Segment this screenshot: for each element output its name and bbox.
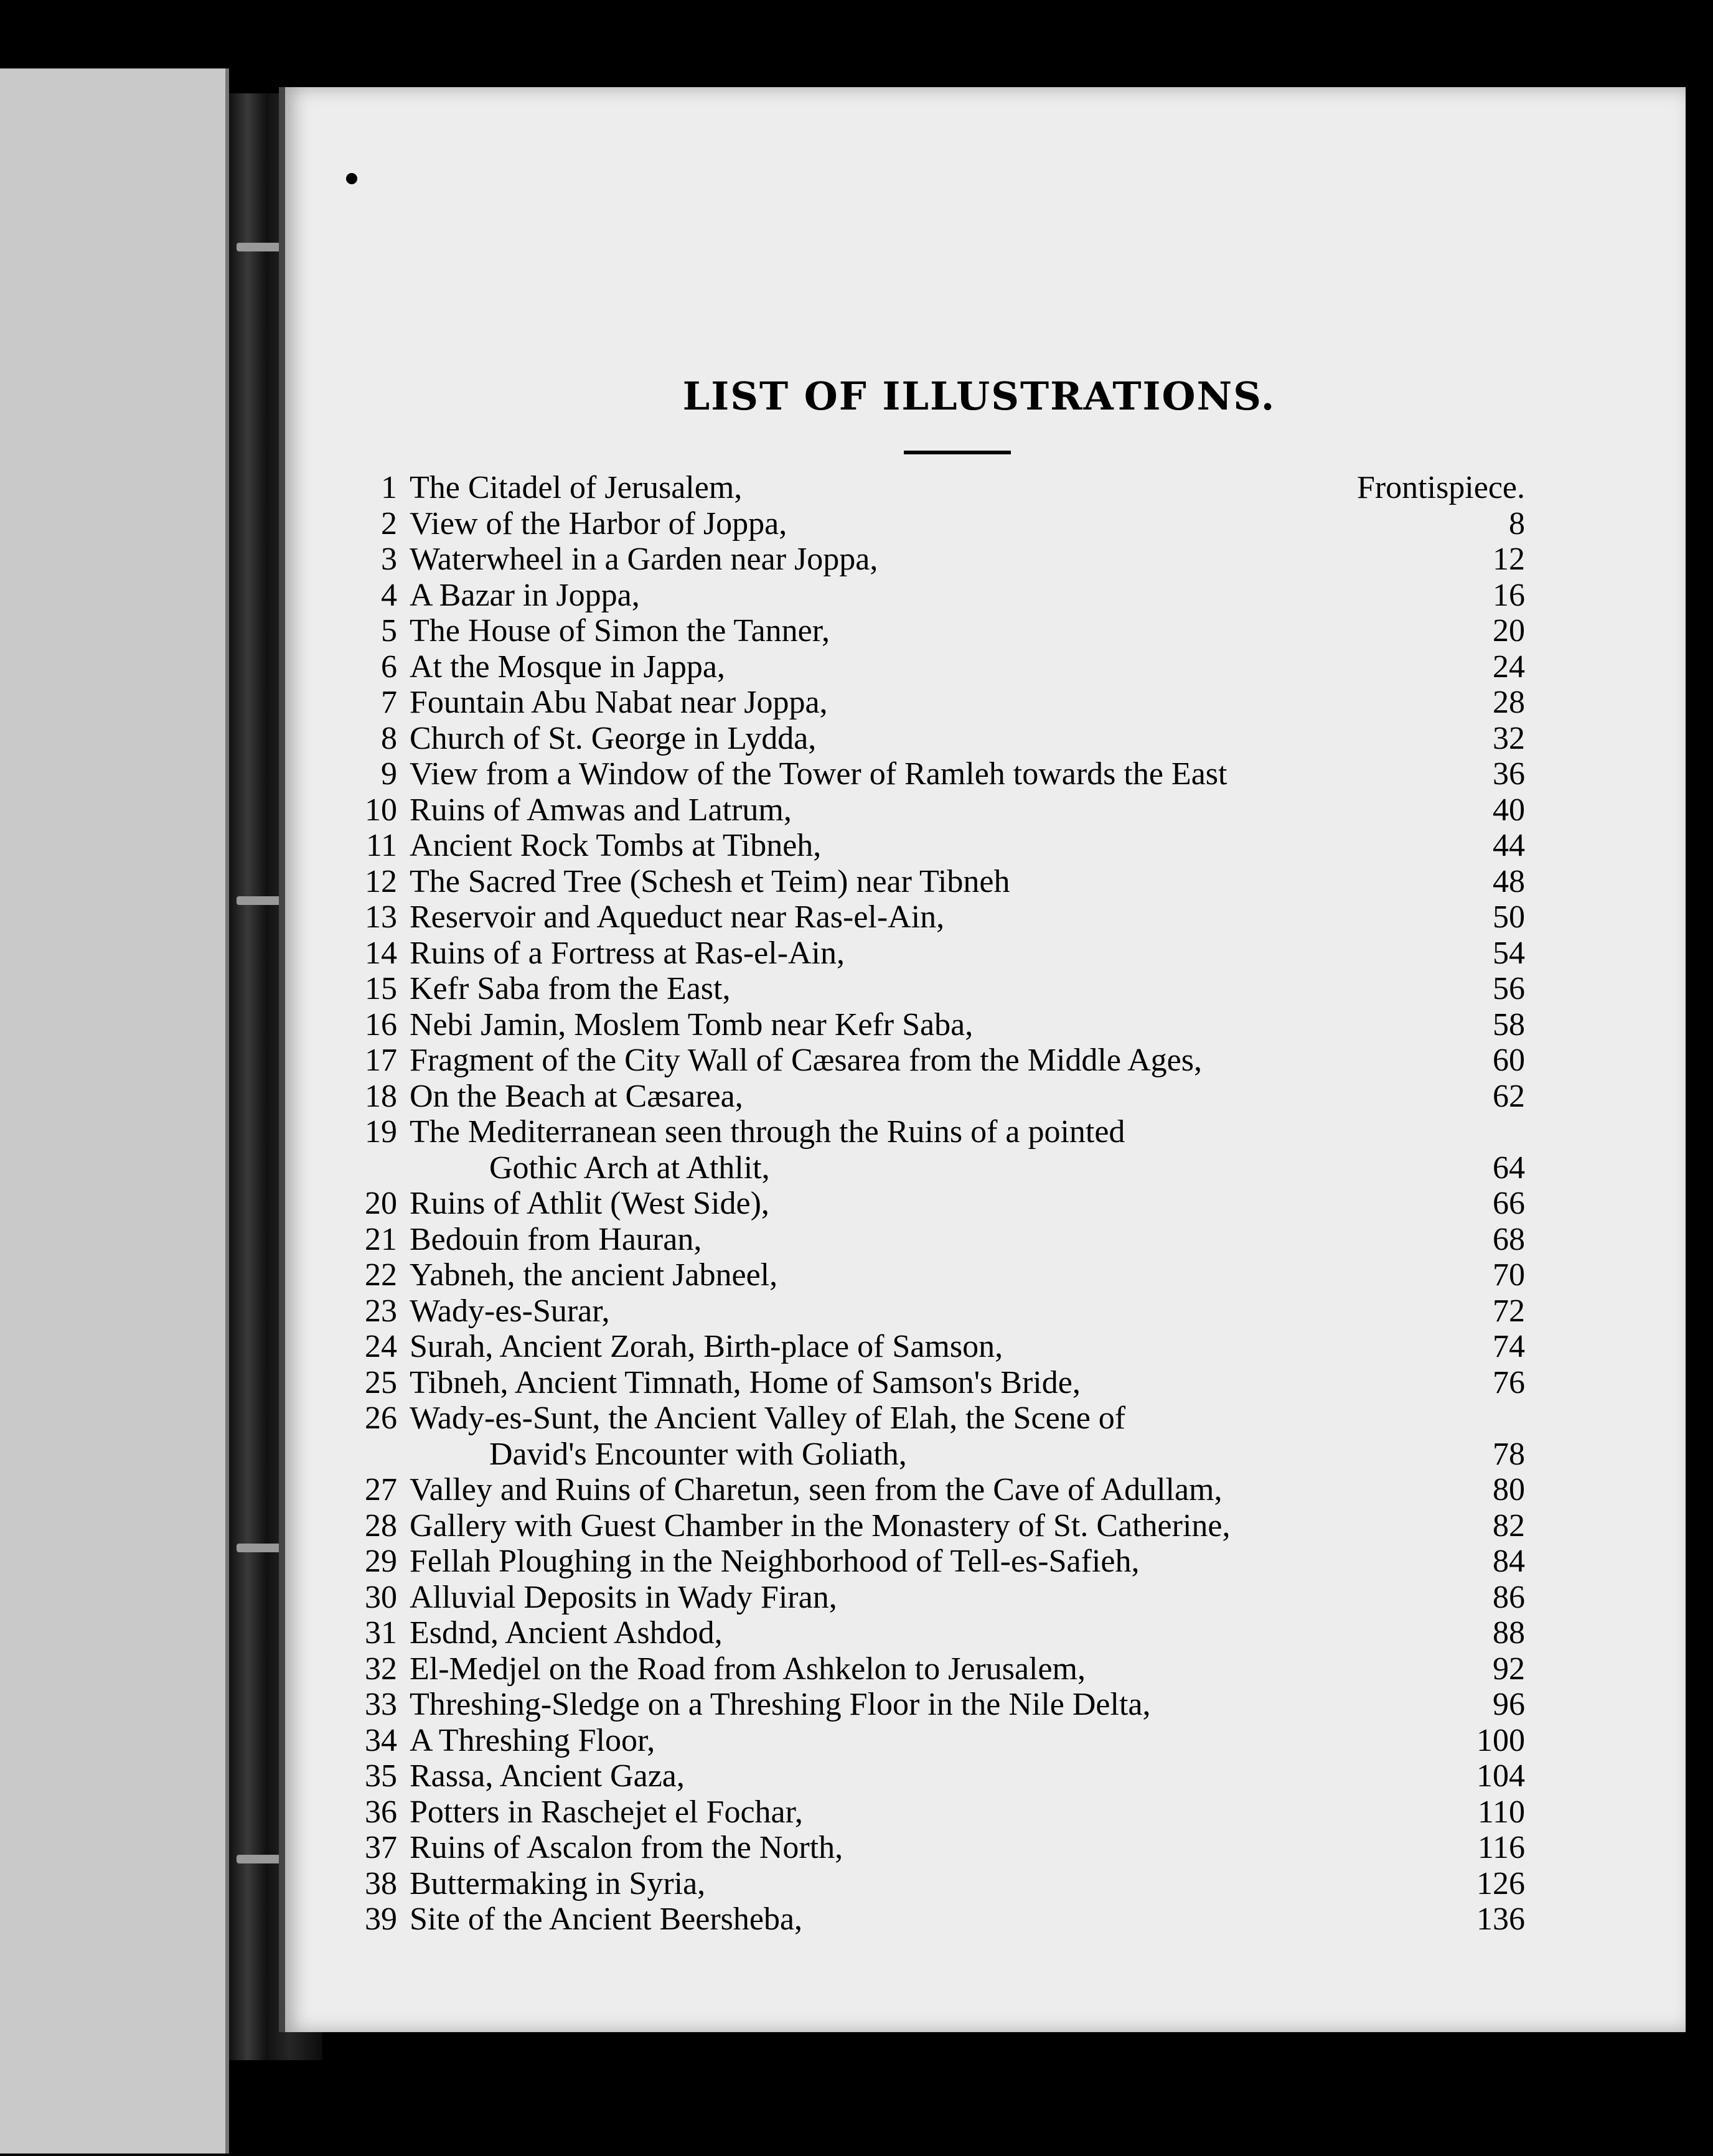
illustration-number: 27 — [365, 1472, 397, 1507]
page-number: 72 — [1493, 1293, 1525, 1329]
caption-line: View of the Harbor of Joppa, — [410, 505, 787, 541]
caption-line: El-Medjel on the Road from Ashkelon to Jerusalem, — [410, 1651, 1086, 1687]
page-number: 20 — [1493, 613, 1525, 649]
caption-line: A Bazar in Joppa, — [410, 577, 640, 613]
illustration-number: 23 — [365, 1293, 397, 1329]
illustration-caption — [410, 1114, 1438, 1186]
illustration-caption — [410, 935, 1438, 972]
illustration-caption — [410, 721, 1438, 757]
caption-line: Kefr Saba from the East, — [410, 971, 731, 1006]
caption-line: Ancient Rock Tombs at Tibneh, — [410, 828, 822, 863]
illustrations-list — [349, 470, 1525, 1938]
list-item — [349, 1257, 1525, 1293]
list-item — [349, 1580, 1525, 1616]
caption-line: Ruins of Athlit (West Side), — [410, 1186, 769, 1221]
caption-line: Fragment of the City Wall of Cæsarea from the Middle Ages, — [410, 1043, 1202, 1078]
page-number: 12 — [1493, 541, 1525, 577]
illustration-caption — [410, 828, 1438, 864]
page-number: 100 — [1476, 1722, 1525, 1758]
list-item — [349, 1615, 1525, 1651]
illustration-caption — [410, 899, 1438, 935]
list-item — [349, 1114, 1525, 1186]
illustration-caption — [410, 685, 1438, 721]
page-number: 28 — [1493, 685, 1525, 720]
illustration-caption — [410, 1365, 1438, 1401]
illustration-number: 10 — [365, 792, 397, 828]
illustration-caption — [410, 541, 1438, 578]
caption-line: Wady-es-Sunt, the Ancient Valley of Elah, the Scene of — [410, 1400, 1126, 1436]
list-item — [349, 541, 1525, 578]
illustration-caption — [410, 1651, 1438, 1687]
caption-line: Valley and Ruins of Charetun, seen from the Cave of Adullam, — [410, 1472, 1223, 1507]
title-rule — [904, 451, 1011, 454]
page-number: 24 — [1493, 649, 1525, 685]
list-item — [349, 1007, 1525, 1043]
page-number: 82 — [1493, 1507, 1525, 1544]
list-item — [349, 1400, 1525, 1472]
page-number: 60 — [1493, 1043, 1525, 1078]
illustration-caption — [410, 1400, 1438, 1472]
caption-line: Ruins of Amwas and Latrum, — [410, 792, 792, 828]
list-item — [349, 1472, 1525, 1508]
caption-line: Esdnd, Ancient Ashdod, — [410, 1615, 723, 1651]
page-number: 54 — [1493, 935, 1525, 971]
illustration-number: 9 — [381, 756, 397, 792]
illustration-number: 2 — [381, 505, 397, 541]
illustration-caption — [410, 756, 1438, 792]
caption-line: On the Beach at Cæsarea, — [410, 1078, 743, 1114]
illustration-caption — [410, 613, 1438, 649]
caption-line: Surah, Ancient Zorah, Birth-place of Samson, — [410, 1329, 1003, 1364]
caption-line: Rassa, Ancient Gaza, — [410, 1758, 685, 1794]
page-number: 56 — [1493, 971, 1525, 1006]
illustration-caption — [410, 1508, 1438, 1544]
caption-line-continued: Gothic Arch at Athlit, — [489, 1150, 770, 1186]
illustration-number: 35 — [365, 1758, 397, 1794]
page-number: 40 — [1493, 792, 1525, 828]
list-item — [349, 1901, 1525, 1938]
illustration-number: 13 — [365, 899, 397, 935]
page-number: 92 — [1493, 1651, 1525, 1687]
page-number: Frontispiece. — [1356, 470, 1525, 505]
list-item — [349, 1687, 1525, 1723]
illustration-caption — [410, 1866, 1438, 1902]
list-item — [349, 756, 1525, 792]
page-number: 84 — [1493, 1544, 1525, 1579]
illustration-caption — [410, 1723, 1438, 1759]
page-number: 110 — [1477, 1794, 1525, 1830]
illustration-caption — [410, 506, 1438, 542]
page-number: 104 — [1476, 1758, 1525, 1794]
illustration-number: 6 — [381, 649, 397, 685]
illustration-number: 4 — [381, 577, 397, 613]
caption-line: Fellah Ploughing in the Neighborhood of Tell-es-Safieh, — [410, 1544, 1140, 1579]
caption-line: Tibneh, Ancient Timnath, Home of Samson's Bride, — [410, 1364, 1081, 1400]
illustration-caption — [410, 470, 1320, 506]
page-number: 126 — [1476, 1865, 1525, 1901]
illustration-number: 7 — [381, 685, 397, 720]
list-item — [349, 828, 1525, 864]
caption-line: The House of Simon the Tanner, — [410, 613, 830, 649]
list-item — [349, 1079, 1525, 1115]
list-item — [349, 935, 1525, 972]
illustration-caption — [410, 1329, 1438, 1365]
page-number: 66 — [1493, 1186, 1525, 1221]
caption-line-continued: David's Encounter with Goliath, — [489, 1436, 907, 1472]
illustration-caption — [410, 1615, 1438, 1651]
illustration-number: 16 — [365, 1006, 397, 1043]
illustration-caption — [410, 1544, 1438, 1580]
illustration-number: 29 — [365, 1544, 397, 1579]
illustration-caption — [410, 1472, 1438, 1508]
page-mark-dot — [346, 173, 357, 184]
illustration-number: 8 — [381, 720, 397, 756]
caption-line: Fountain Abu Nabat near Joppa, — [410, 685, 828, 720]
illustration-number: 36 — [365, 1794, 397, 1830]
illustration-number: 39 — [365, 1901, 397, 1937]
illustration-number: 38 — [365, 1865, 397, 1901]
caption-line: Nebi Jamin, Moslem Tomb near Kefr Saba, — [410, 1006, 974, 1043]
caption-line: Reservoir and Aqueduct near Ras-el-Ain, — [410, 899, 945, 935]
illustration-number: 5 — [381, 613, 397, 649]
illustration-caption — [410, 1293, 1438, 1329]
illustration-number: 15 — [365, 971, 397, 1006]
list-item — [349, 1293, 1525, 1329]
page-number: 80 — [1493, 1472, 1525, 1507]
list-item — [349, 864, 1525, 900]
page-number: 70 — [1493, 1257, 1525, 1293]
illustration-caption — [410, 1830, 1438, 1866]
illustration-number: 32 — [365, 1651, 397, 1687]
illustration-caption — [410, 1794, 1438, 1830]
caption-line: Alluvial Deposits in Wady Firan, — [410, 1579, 837, 1615]
list-item — [349, 1651, 1525, 1687]
caption-line: The Sacred Tree (Schesh et Teim) near Tibneh — [410, 863, 1010, 899]
page-number: 16 — [1493, 577, 1525, 613]
illustration-number: 33 — [365, 1687, 397, 1722]
caption-line: The Citadel of Jerusalem, — [410, 470, 743, 505]
page-title: LIST OF ILLUSTRATIONS. — [682, 373, 1276, 419]
caption-line: Waterwheel in a Garden near Joppa, — [410, 541, 878, 577]
illustration-number: 19 — [365, 1114, 397, 1150]
illustration-caption — [410, 1758, 1438, 1794]
caption-line: Gallery with Guest Chamber in the Monastery of St. Catherine, — [410, 1507, 1231, 1544]
list-item — [349, 470, 1525, 506]
list-item — [349, 1830, 1525, 1866]
page-number: 96 — [1493, 1687, 1525, 1722]
illustration-caption — [410, 864, 1438, 900]
list-item — [349, 1508, 1525, 1544]
page-number: 78 — [1493, 1436, 1525, 1472]
illustration-caption — [410, 1257, 1438, 1293]
page-number: 86 — [1493, 1579, 1525, 1615]
page-number: 32 — [1493, 720, 1525, 756]
illustration-caption — [410, 649, 1438, 685]
list-item — [349, 1758, 1525, 1794]
illustration-caption — [410, 1687, 1438, 1723]
illustration-number: 21 — [365, 1221, 397, 1257]
page-number: 44 — [1493, 828, 1525, 863]
page-number: 48 — [1493, 863, 1525, 899]
illustration-number: 14 — [365, 935, 397, 971]
caption-line: Ruins of Ascalon from the North, — [410, 1830, 843, 1865]
page-number: 88 — [1493, 1615, 1525, 1651]
list-item — [349, 685, 1525, 721]
illustration-number: 26 — [365, 1400, 397, 1436]
list-item — [349, 1723, 1525, 1759]
list-item — [349, 506, 1525, 542]
illustration-number: 1 — [381, 470, 397, 505]
page-number: 62 — [1493, 1078, 1525, 1114]
list-item — [349, 1329, 1525, 1365]
illustration-number: 34 — [365, 1722, 397, 1758]
page-number: 76 — [1493, 1364, 1525, 1400]
illustration-caption — [410, 578, 1438, 614]
page-number: 50 — [1493, 899, 1525, 935]
illustration-caption — [410, 1222, 1438, 1258]
caption-line: Site of the Ancient Beersheba, — [410, 1901, 803, 1937]
illustration-caption — [410, 971, 1438, 1007]
caption-line: Yabneh, the ancient Jabneel, — [410, 1257, 778, 1293]
page-number: 68 — [1493, 1221, 1525, 1257]
illustration-caption — [410, 1043, 1438, 1079]
list-item — [349, 1365, 1525, 1401]
page-number: 74 — [1493, 1329, 1525, 1364]
page-number: 36 — [1493, 756, 1525, 792]
illustration-number: 31 — [365, 1615, 397, 1651]
list-item — [349, 899, 1525, 935]
illustration-number: 17 — [365, 1043, 397, 1078]
illustration-number: 24 — [365, 1329, 397, 1364]
illustration-number: 25 — [365, 1364, 397, 1400]
caption-line: Potters in Raschejet el Fochar, — [410, 1794, 803, 1830]
illustration-caption — [410, 1079, 1438, 1115]
page-number: 64 — [1493, 1150, 1525, 1186]
list-item — [349, 578, 1525, 614]
illustration-number: 11 — [365, 828, 397, 863]
caption-line: Threshing-Sledge on a Threshing Floor in the Nile Delta, — [410, 1687, 1151, 1722]
caption-line: Buttermaking in Syria, — [410, 1865, 706, 1901]
illustration-number: 20 — [365, 1186, 397, 1221]
illustration-number: 37 — [365, 1830, 397, 1865]
list-item — [349, 971, 1525, 1007]
list-item — [349, 649, 1525, 685]
illustration-caption — [410, 1186, 1438, 1222]
illustration-number: 30 — [365, 1579, 397, 1615]
caption-line: A Threshing Floor, — [410, 1722, 655, 1758]
illustration-number: 22 — [365, 1257, 397, 1293]
caption-line: The Mediterranean seen through the Ruins of a pointed — [410, 1114, 1125, 1150]
caption-line: View from a Window of the Tower of Ramleh towards the East — [410, 756, 1227, 792]
facing-left-page — [0, 68, 229, 2154]
page-number: 58 — [1493, 1006, 1525, 1043]
caption-line: Bedouin from Hauran, — [410, 1221, 702, 1257]
list-item — [349, 613, 1525, 649]
illustration-number: 28 — [365, 1507, 397, 1544]
caption-line: Ruins of a Fortress at Ras-el-Ain, — [410, 935, 845, 971]
list-item — [349, 721, 1525, 757]
page-number: 136 — [1476, 1901, 1525, 1937]
illustration-caption — [410, 1007, 1438, 1043]
illustration-number: 18 — [365, 1078, 397, 1114]
list-item — [349, 1544, 1525, 1580]
caption-line: Church of St. George in Lydda, — [410, 720, 817, 756]
illustration-number: 12 — [365, 863, 397, 899]
list-item — [349, 1794, 1525, 1830]
list-item — [349, 1222, 1525, 1258]
list-item — [349, 792, 1525, 828]
illustration-caption — [410, 1580, 1438, 1616]
list-item — [349, 1866, 1525, 1902]
page-number: 116 — [1477, 1830, 1525, 1865]
caption-line: Wady-es-Surar, — [410, 1293, 610, 1329]
caption-line: At the Mosque in Jappa, — [410, 649, 725, 685]
page-number: 8 — [1509, 505, 1525, 541]
illustration-caption — [410, 1901, 1438, 1938]
list-item — [349, 1186, 1525, 1222]
list-item — [349, 1043, 1525, 1079]
illustration-caption — [410, 792, 1438, 828]
illustration-number: 3 — [381, 541, 397, 577]
